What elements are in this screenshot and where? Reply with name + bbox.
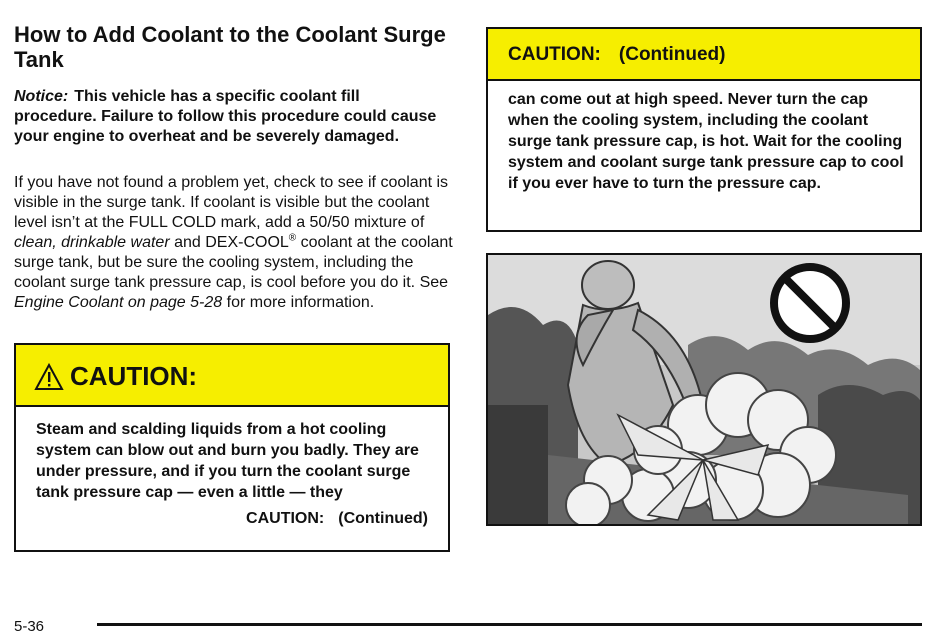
- body-text-part1: If you have not found a problem yet, check to see if coolant is visible in the surge tank. If coolant is visible but the coolant level isn’t at the FULL COLD mark, add a 50/50 mixture of: [14, 174, 449, 231]
- caution-continued-header: [488, 29, 920, 81]
- body-text-part3: coolant at the coolant surge tank, but be sure the cooling system, including the coolant surge tank pressure cap, is cool before you do it. See: [14, 234, 453, 291]
- caution-title: CAUTION:: [70, 361, 198, 391]
- no-symbol-icon: [774, 267, 846, 339]
- caution-header: [16, 345, 448, 407]
- caution-continued-title: CAUTION:: [508, 44, 601, 65]
- page-number: 5-36: [14, 618, 45, 635]
- page-heading: How to Add Coolant to the Coolant Surge Tank: [14, 22, 446, 72]
- notice-paragraph: [14, 87, 444, 147]
- continued-word: (Continued): [338, 510, 428, 527]
- body-italic-water: clean, drinkable water: [14, 234, 170, 251]
- notice-text: This vehicle has a specific coolant fill procedure. Failure to follow this procedure could cause your engine to overheat and be severely damaged.: [14, 88, 437, 145]
- caution-continued-suffix: (Continued): [618, 44, 726, 65]
- caution-continued-text: can come out at high speed. Never turn the cap when the cooling system, including the coolant surge tank pressure cap, is hot. Wait for the cooling system and coolant surge tank pressure cap to cool if you ever have to turn the pressure cap.: [508, 91, 904, 192]
- engine-coolant-reference: Engine Coolant on page 5-28: [14, 294, 223, 311]
- continued-caution-word: CAUTION:: [246, 510, 325, 527]
- notice-label: Notice:: [14, 88, 69, 105]
- registered-mark: ®: [288, 232, 297, 244]
- caution-box: [14, 343, 450, 552]
- caution-continued-label: [246, 510, 428, 528]
- caution-continued-box: [486, 27, 922, 232]
- body-text-part4: for more information.: [222, 294, 375, 311]
- steam-burn-warning-illustration: [486, 253, 922, 526]
- body-text-part2: and DEX-COOL: [169, 234, 289, 251]
- warning-triangle-icon: [34, 363, 64, 391]
- caution-text: Steam and scalding liquids from a hot cooling system can blow out and burn you badly. They are under pressure, and if you turn the coolant surge tank pressure cap — even a little — they: [36, 421, 419, 501]
- footer-rule: [97, 623, 922, 626]
- body-paragraph: [14, 173, 454, 313]
